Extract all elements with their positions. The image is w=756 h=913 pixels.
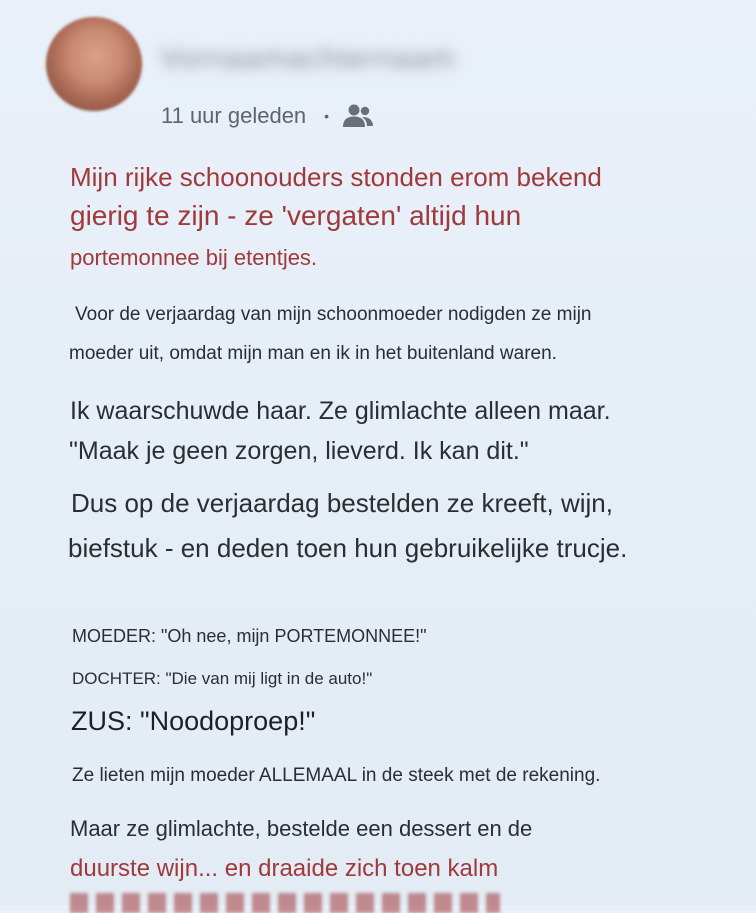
body-line: duurste wijn... en draaide zich toen kalm (70, 855, 499, 882)
post-title-line: portemonnee bij etentjes. (70, 245, 318, 270)
body-line: biefstuk - en deden toen hun gebruikelijke trucje. (68, 533, 628, 563)
body-line: Voor de verjaardag van mijn schoonmoeder nodigden ze mijn (75, 304, 592, 325)
body-line: Ze lieten mijn moeder ALLEMAAL in de steek met de rekening. (72, 765, 601, 786)
people-icon[interactable] (341, 103, 375, 129)
body-line: Dus op de verjaardag bestelden ze kreeft, wijn, (71, 488, 613, 518)
body-line: moeder uit, omdat mijn man en ik in het buitenland waren. (69, 343, 557, 364)
post-title-line: Mijn rijke schoonouders stonden erom bekend (70, 162, 602, 192)
body-line: "Maak je geen zorgen, lieverd. Ik kan dit." (69, 437, 529, 465)
avatar[interactable] (46, 17, 142, 111)
dialogue-line: MOEDER: "Oh nee, mijn PORTEMONNEE!" (72, 626, 427, 646)
separator-dot: • (324, 108, 330, 124)
username[interactable]: Vornaamachternaam (160, 42, 456, 75)
body-line: Ik waarschuwde haar. Ze glimlachte alleen maar. (70, 397, 611, 425)
body-line: Maar ze glimlachte, bestelde een dessert en de (70, 816, 533, 841)
post-meta (161, 103, 375, 129)
timestamp[interactable]: 11 uur geleden (161, 103, 307, 128)
post-title-line: gierig te zijn - ze 'vergaten' altijd hun (70, 200, 522, 231)
dialogue-line: DOCHTER: "Die van mij ligt in de auto!" (72, 669, 373, 688)
dialogue-line: ZUS: "Noodoproep!" (71, 706, 316, 736)
cut-off-text (70, 893, 500, 913)
